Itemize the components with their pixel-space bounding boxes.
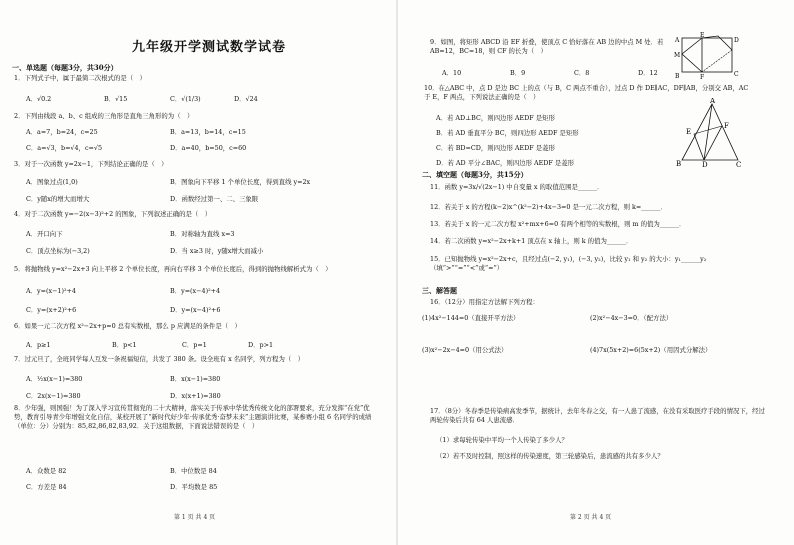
exam-title: 九年级开学测试数学试卷 (132, 40, 287, 55)
q6-option-a: A．p≥1 (26, 341, 51, 349)
q17-part-2: （2）若不及时控制，照这样的传染速度，第三轮感染后，患流感的共有多少人？ (436, 452, 664, 460)
question-16: 16．（12分）用指定方法解下列方程： (430, 298, 539, 306)
question-6: 6．如果一元二次方程 x²−2x+p=0 总有实数根，那么 p 应满足的条件是（ ） (14, 322, 241, 330)
q8-option-b: B．中位数是 84 (170, 467, 217, 475)
q9-option-c: C．8 (574, 69, 590, 77)
page-2-footer: 第 2 页 共 4 页 (570, 514, 612, 521)
q8-option-c: C．方差是 84 (26, 483, 67, 491)
q5-option-c: C．y=(x+2)²+6 (26, 306, 77, 314)
question-17: 17．（8分）冬春季是传染病高发季节，据统计，去年冬春之交，有一人患了流感，在没有采取医疗手段的情况下，经过两轮传染后共有 64 人患流感． (430, 407, 765, 424)
q16-part-2: (2)x²−4x−3=0．（配方法） (590, 314, 673, 322)
fig10-label-d: D (702, 161, 708, 168)
q16-part-1: (1)4x²−144=0（直接开平方法） (422, 314, 520, 322)
page-1 (12, 0, 384, 545)
question-3: 3．对于一次函数 y=2x−1，下列结论正确的是（ ） (14, 160, 168, 168)
question-8: 8．少年强，则国强！为了深入学习宣传贯彻党的二十大精神，落实关于传承中华优秀传统文化的部署要求，充分发挥“在党”优势，教育引导青少年增强文化自信，某校开展了“新时代好少年·传承优秀·奋梦未来”主题演讲比赛，某参赛小组 6 名同学的成绩（单位：分）分别为：85,82,86,82,83,92．关于这组数据，下面说法错误的是（ ） (14, 404, 372, 430)
q3-option-c: C．y随x的增大而增大 (26, 195, 90, 203)
q9-option-d: D．12 (638, 69, 658, 77)
q5-option-b: B．y=(x−4)²+4 (170, 287, 221, 295)
question-1: 1．下列式子中，属于最简二次根式的是（ ） (14, 74, 146, 82)
q9-option-b: B．9 (510, 69, 526, 77)
q8-option-d: D．平均数是 85 (170, 483, 218, 491)
q3-option-b: B．图象向下平移 1 个单位长度，得到直线 y=2x (170, 178, 311, 186)
q1-option-d: D．√24 (234, 95, 258, 103)
q6-option-d: D．p>1 (248, 341, 274, 349)
section-fill-in: 二、填空题（每题3分，共15分） (422, 170, 528, 179)
q2-option-b: B．a=13，b=14，c=15 (170, 128, 246, 136)
fig9-label-f: F (700, 74, 705, 80)
question-12: 12．若关于 x 的方程(k−2)x^(k²−2)+4x−3=0 是一元二次方程，则 k=______． (430, 203, 667, 211)
fig10-label-a: A (710, 98, 716, 105)
question-11: 11．函数 y=3x/√(2x−1) 中自变量 x 的取值范围是______． (430, 183, 604, 191)
q4-option-b: B．对称轴为直线 x=3 (170, 230, 235, 238)
q5-option-a: A．y=(x−1)²+4 (26, 287, 76, 295)
section-single-choice: 一、单选题（每题3分，共30分） (12, 63, 118, 72)
q4-option-d: D．当 x≥3 时，y随x增大而减小 (170, 247, 264, 255)
q10-option-a: A．若 AD⊥BC，则四边形 AEDF 是矩形 (436, 114, 555, 122)
question-9: 9．如图，将矩形 ABCD 沿 EF 折叠，使顶点 C 恰好落在 AB 边的中点 M 处．若 AB=12，BC=18，则 CF 的长为（ ） (430, 38, 664, 55)
q7-option-a: A．½x(x−1)=380 (26, 375, 83, 383)
q2-option-d: D．a=40，b=50，c=60 (170, 144, 247, 152)
question-15: 15．已知抛物线 y=x²−2x+c，且经过点(−2, y₁)，(−3, y₂)，比较 y₁ 和 y₂ 的大小：y₁______y₂（填“>”“=”“<”或“=”） (430, 255, 707, 272)
question-7: 7．过元旦了，全班同学每人互发一条祝福短信，共发了 380 条。设全班有 x 名同学，列方程为（ ） (14, 355, 305, 363)
fig9-label-d: D (734, 37, 739, 44)
fig9-label-a: A (675, 37, 680, 44)
page-divider (396, 0, 398, 545)
q2-option-c: C．a=√3，b=√4，c=√5 (26, 144, 103, 152)
q1-option-a: A．√0.2 (26, 95, 52, 103)
q2-option-a: A．a=7，b=24，c=25 (26, 128, 98, 136)
q6-option-b: B．p<1 (112, 341, 137, 349)
fig9-label-m: M (674, 52, 681, 59)
q17-part-1: （1）求每轮传染中平均一个人传染了多少人？ (436, 436, 568, 444)
q3-option-d: D．函数经过第一、二、三象限 (170, 195, 259, 203)
figure-folded-rectangle (672, 32, 742, 80)
fig9-label-c: C (734, 71, 739, 78)
q10-option-b: B．若 AD 垂直平分 BC，则四边形 AEDF 是矩形 (436, 129, 579, 137)
question-2: 2．下列由线段 a、b、c 组成的三角形是直角三角形的为（ ） (14, 112, 194, 120)
fig10-label-e: E (686, 128, 692, 136)
q4-option-c: C．顶点坐标为(−3,2) (26, 247, 90, 255)
q10-option-d: D．若 AD 平分∠BAC，则四边形 AEDF 是菱形 (436, 159, 575, 167)
q16-part-4: (4)7x(5x+2)=6(5x+2)（用因式分解法） (590, 346, 712, 354)
page-2 (424, 0, 774, 545)
q4-option-a: A．开口向下 (26, 230, 63, 238)
q9-option-a: A．10 (442, 69, 462, 77)
fig10-label-b: B (676, 160, 682, 168)
q10-option-c: C．若 BD=CD，则四边形 AEDF 是菱形 (436, 144, 555, 152)
question-4: 4．对于二次函数 y=−2(x−3)²+2 的图象，下列叙述正确的是（ ） (14, 210, 212, 218)
q7-option-b: B．x(x−1)=380 (170, 375, 221, 383)
fig10-label-c: C (736, 161, 742, 168)
section-answer: 三、解答题 (422, 286, 457, 295)
question-5: 5．将抛物线 y=x²−2x+3 向上平移 2 个单位长度，再向右平移 3 个单位长度后，得到的抛物线解析式为（ ） (14, 265, 332, 273)
q1-option-b: B．√15 (104, 95, 128, 103)
question-14: 14．若二次函数 y=x²−2x+k+1 顶点在 x 轴上，则 k 的值为______． (430, 237, 633, 245)
fig9-label-e: E (700, 32, 705, 39)
page-1-footer: 第 1 页 共 4 页 (174, 514, 216, 521)
q1-option-c: C．√(1/3) (170, 95, 201, 103)
q16-part-3: (3)x²−2x−4=0（用公式法） (422, 346, 508, 354)
figure-triangle-abc (674, 98, 744, 168)
q3-option-a: A．图象过点(1,0) (26, 178, 78, 186)
q6-option-c: C．p=1 (182, 341, 207, 349)
fig9-label-b: B (675, 73, 680, 80)
q7-option-d: D．x(x+1)=380 (170, 392, 221, 400)
q5-option-d: D．y=(x−4)²+6 (170, 306, 221, 314)
q7-option-c: C．2x(x−1)=380 (26, 392, 81, 400)
fig10-label-f: F (724, 122, 729, 130)
question-10: 10．在△ABC 中，点 D 是边 BC 上的点（与 B，C 两点不重合），过点 D 作 DE∥AC，DF∥AB，分别交 AB，AC 于 E，F 两点，下列说法正确的是（ ） (424, 84, 749, 101)
question-13: 13．若关于 x 的一元二次方程 x²+mx+6=0 有两个相等的实数根，则 m 的值为______． (430, 220, 686, 228)
q8-option-a: A．众数是 82 (26, 467, 67, 475)
